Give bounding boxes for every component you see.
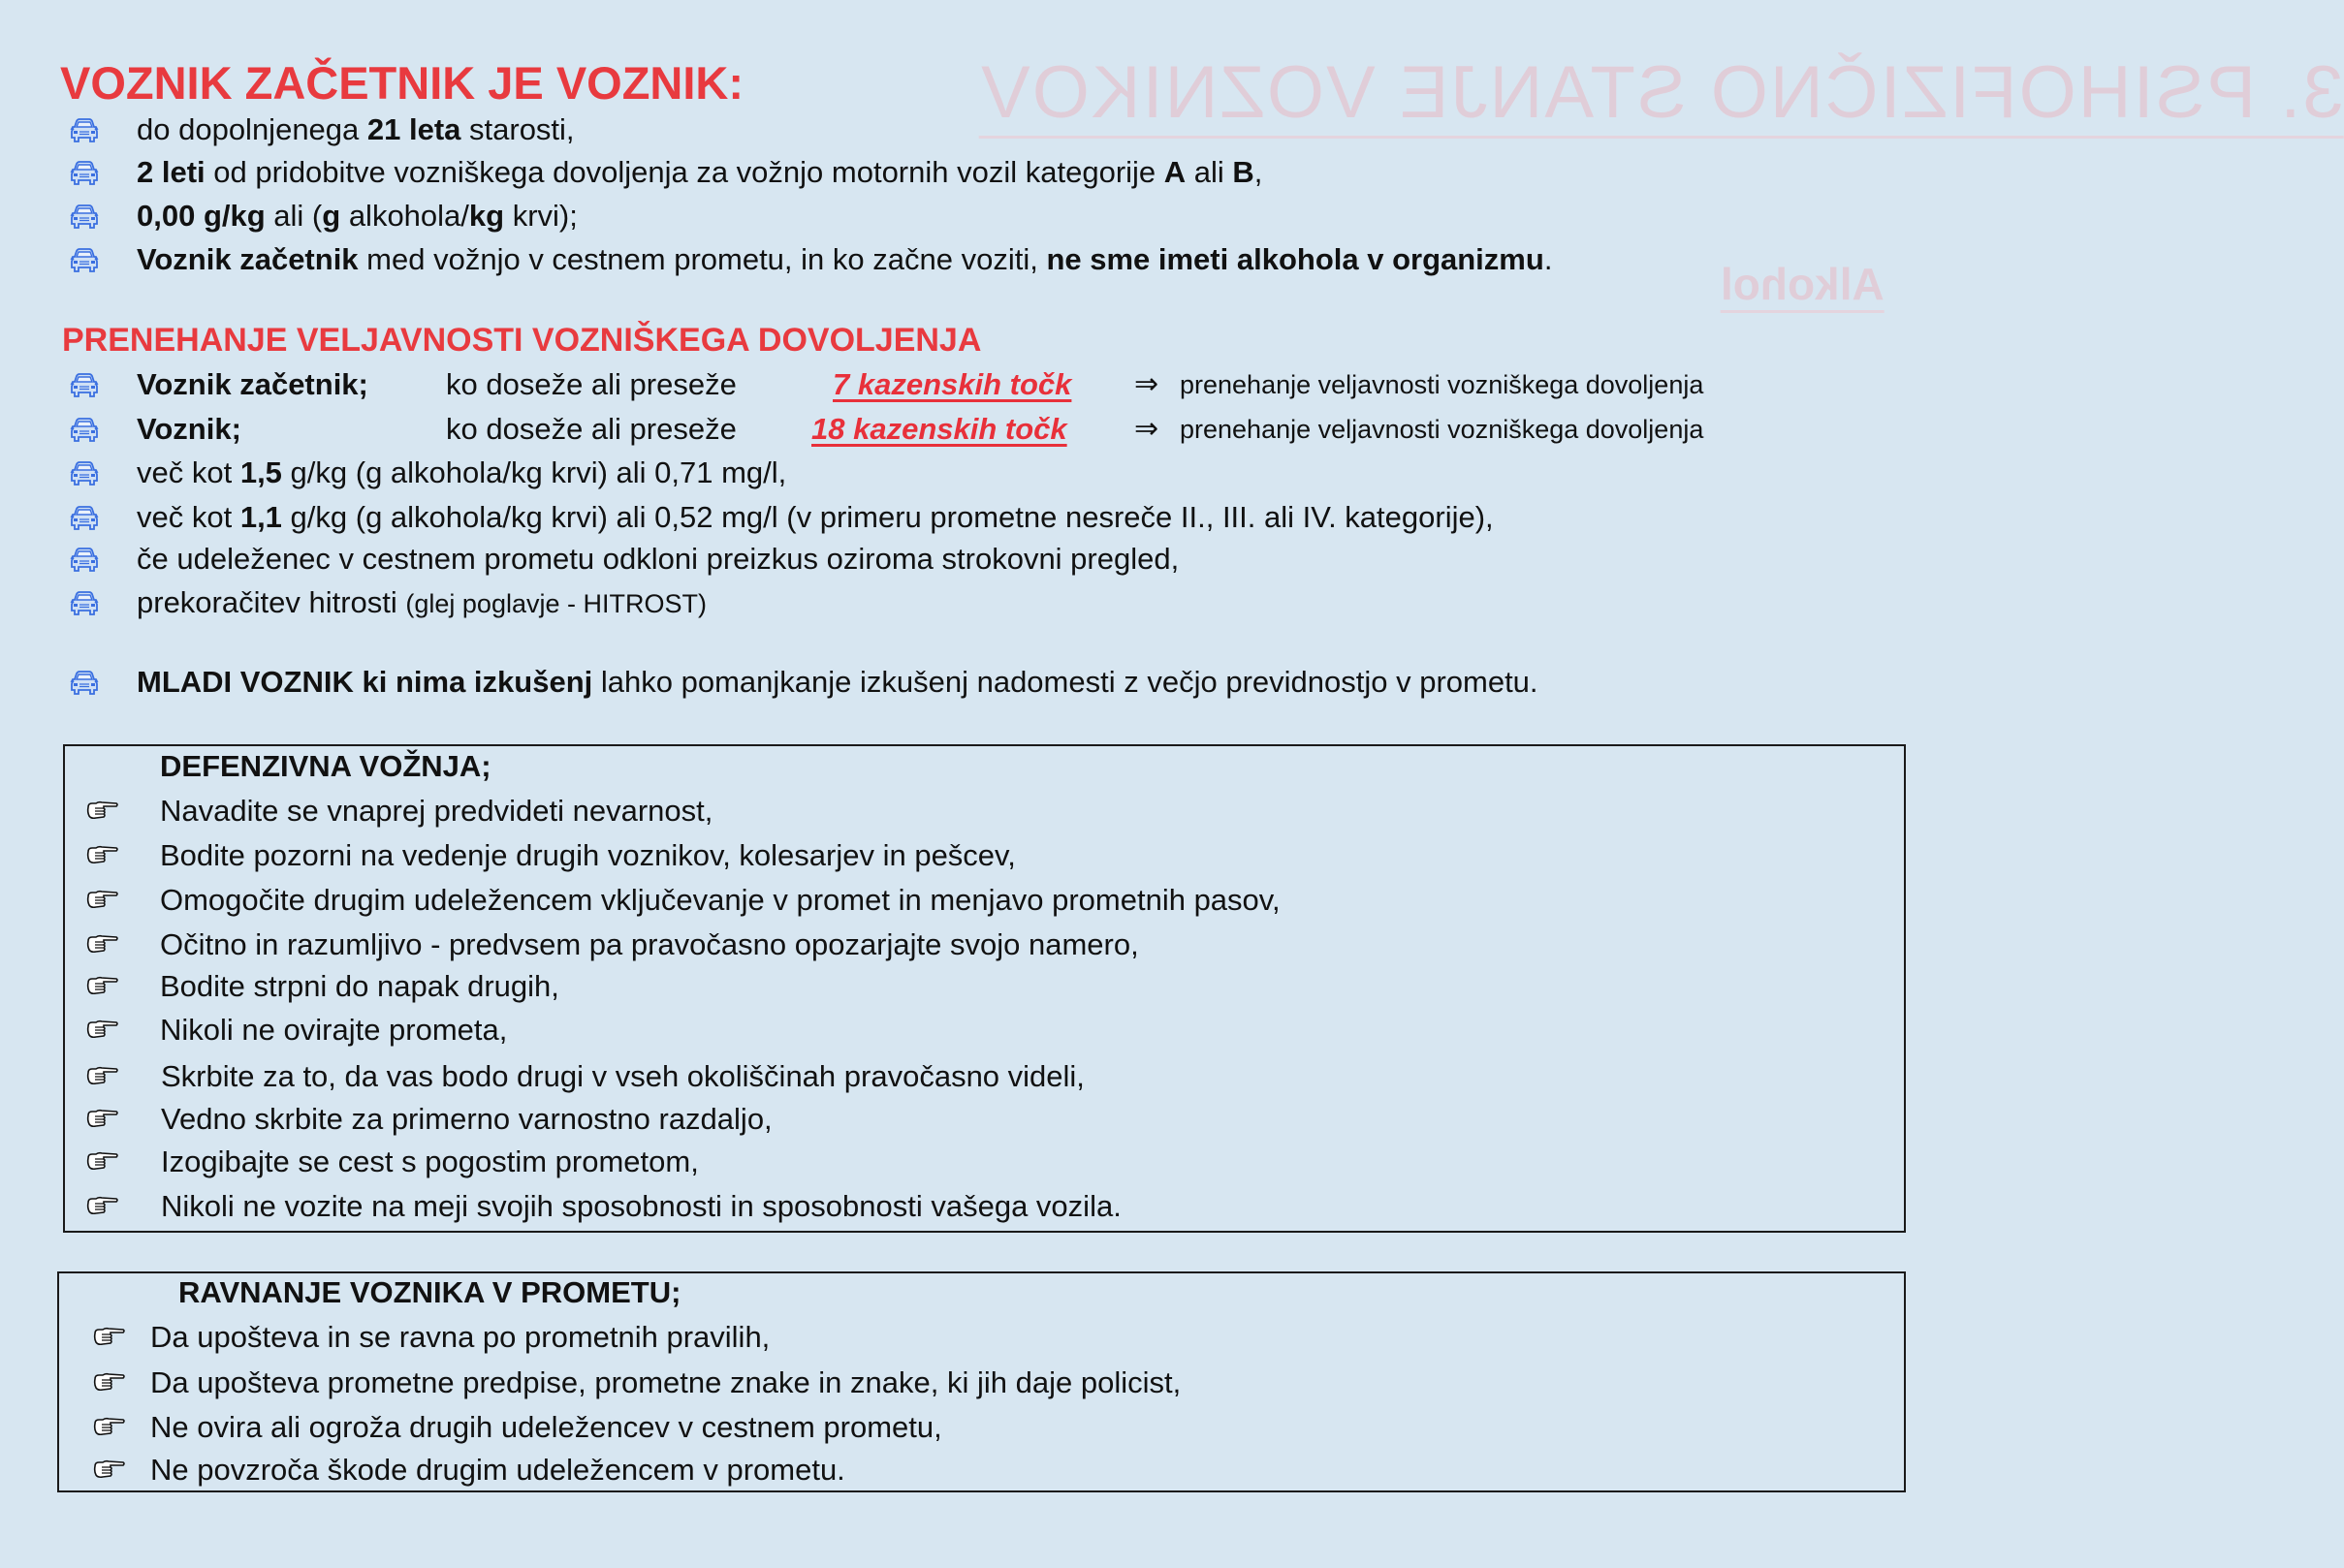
penalty-result: prenehanje veljavnosti vozniškega dovoljenja — [1180, 370, 1704, 399]
car-icon — [70, 671, 99, 696]
box-title: DEFENZIVNA VOŽNJA; — [160, 749, 491, 783]
implies-arrow: ⇒ — [1134, 368, 1159, 400]
car-icon — [70, 461, 99, 486]
penalty-condition: ko doseže ali preseže — [446, 412, 737, 446]
box-title: RAVNANJE VOZNIKA V PROMETU; — [178, 1275, 681, 1309]
pointing-hand-icon — [86, 934, 119, 956]
penalty-points: 7 kazenskih točk — [833, 367, 1072, 401]
pointing-hand-icon — [86, 1151, 119, 1173]
pointing-hand-icon — [86, 1196, 119, 1217]
pointing-hand-icon — [93, 1417, 126, 1438]
car-icon — [70, 506, 99, 531]
penalty-points: 18 kazenskih točk — [811, 412, 1067, 446]
list-item-text: MLADI VOZNIK ki nima izkušenj lahko pomanjkanje izkušenj nadomesti z večjo previdnostjo v prometu. — [137, 665, 1538, 699]
penalty-row — [0, 410, 1979, 449]
defensive-driving-box: DEFENZIVNA VOŽNJA; Navadite se vnaprej predvideti nevarnost, Bodite pozorni na vedenje drugih voznikov, kolesarjev in pešcev, Omogočite drugim udeležencem vključevanje v promet in menjavo prometnih pasov, Očitno in razumljivo - predvsem pa pravočasno opozarjajte svojo namero, Bodite strpni do napak drugih, Nikoli ne ovirajte prometa, Skrbite za to, da vas bodo drugi v vseh okoliščinah pravočasno videli, Vedno skrbite za primerno varnostno razdaljo, Izogibajte se cest s pogostim prometom, Nikoli ne vozite na meji svojih sposobnosti in sposobnosti vašega vozila. — [63, 744, 1906, 1233]
section-title-license-revocation: PRENEHANJE VELJAVNOSTI VOZNIŠKEGA DOVOLJENJA — [62, 322, 982, 359]
driver-conduct-box: RAVNANJE VOZNIKA V PROMETU; Da upošteva in se ravna po prometnih pravilih, Da upošteva prometne predpise, prometne znake in znake, ki jih daje policist, Ne ovira ali ogroža drugih udeležencev v cestnem prometu, Ne povzroča škode drugim udeležencem v prometu. — [57, 1271, 1906, 1492]
car-icon — [70, 591, 99, 616]
list-item-text: če udeleženec v cestnem prometu odkloni preizkus oziroma strokovni pregled, — [137, 542, 1180, 576]
pointing-hand-icon — [86, 1109, 119, 1130]
list-item-text: Voznik začetnik med vožnjo v cestnem prometu, in ko začne voziti, ne sme imeti alkohola v organizmu. — [137, 242, 1553, 276]
section-title-beginner-driver: VOZNIK ZAČETNIK JE VOZNIK: — [60, 57, 744, 109]
bleed-through-heading: 3. PSIHOFIZIČNO STANJE VOZNIKOV — [979, 56, 2344, 139]
car-icon — [70, 548, 99, 573]
car-icon — [70, 248, 99, 273]
list-item-text: 2 leti od pridobitve vozniškega dovoljenja za vožnjo motornih vozil kategorije A ali B, — [137, 155, 1263, 189]
penalty-condition: ko doseže ali preseže — [446, 367, 737, 401]
pointing-hand-icon — [86, 1066, 119, 1087]
pointing-hand-icon — [93, 1459, 126, 1481]
pointing-hand-icon — [86, 976, 119, 997]
penalty-result: prenehanje veljavnosti vozniškega dovoljenja — [1180, 415, 1704, 444]
penalty-row — [0, 365, 1979, 404]
car-icon — [70, 118, 99, 143]
pointing-hand-icon — [86, 890, 119, 911]
car-icon — [70, 418, 99, 443]
bleed-through-subheading: Alkohol — [1721, 262, 1885, 313]
penalty-subject: Voznik; — [137, 412, 241, 446]
pointing-hand-icon — [86, 1019, 119, 1041]
pointing-hand-icon — [86, 845, 119, 866]
list-item-text: 0,00 g/kg ali (g alkohola/kg krvi); — [137, 199, 578, 233]
list-item-text: več kot 1,5 g/kg (g alkohola/kg krvi) ali 0,71 mg/l, — [137, 455, 787, 489]
penalty-subject: Voznik začetnik; — [137, 367, 368, 401]
implies-arrow: ⇒ — [1134, 413, 1159, 445]
car-icon — [70, 373, 99, 398]
car-icon — [70, 204, 99, 230]
list-item-text: prekoračitev hitrosti (glej poglavje - HITROST) — [137, 585, 707, 619]
pointing-hand-icon — [93, 1327, 126, 1348]
pointing-hand-icon — [93, 1372, 126, 1394]
list-item-text: do dopolnjenega 21 leta starosti, — [137, 112, 575, 146]
pointing-hand-icon — [86, 800, 119, 822]
car-icon — [70, 161, 99, 186]
list-item-text: več kot 1,1 g/kg (g alkohola/kg krvi) ali 0,52 mg/l (v primeru prometne nesreče II., III. ali IV. kategorije), — [137, 500, 1494, 534]
